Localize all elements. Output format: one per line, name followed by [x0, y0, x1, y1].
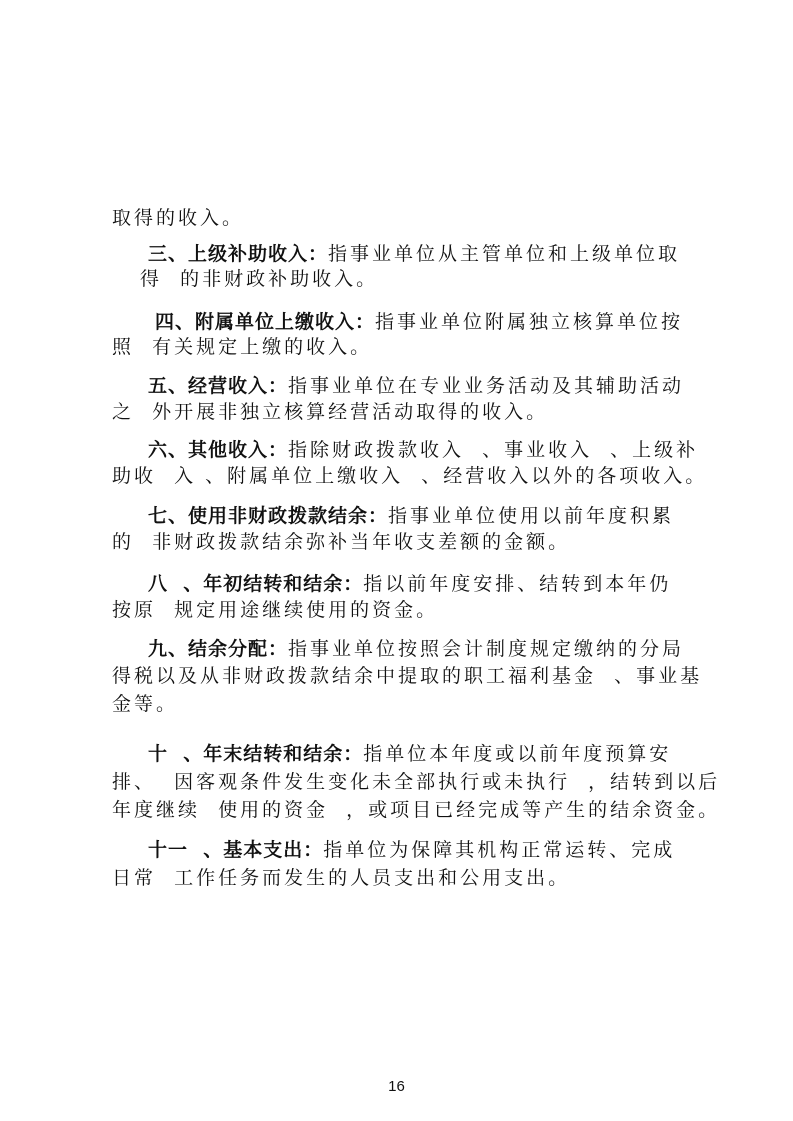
definition-text: 按原 规定用途继续使用的资金。 — [112, 599, 439, 621]
text-line — [112, 770, 720, 794]
term-heading: 三、上级补助收入： — [148, 243, 329, 265]
definition-text: 金等。 — [112, 693, 179, 715]
definition-text: 指事业单位附属独立核算单位按 — [375, 311, 684, 333]
text-line — [148, 374, 684, 398]
text-line — [112, 335, 372, 359]
term-heading: 七、使用非财政拨款结余： — [148, 505, 389, 527]
text-line — [112, 798, 720, 822]
text-line — [148, 838, 675, 862]
term-heading: 十 、年末结转和结余： — [148, 743, 364, 765]
text-line — [155, 310, 683, 334]
page-number: 16 — [388, 1078, 405, 1095]
term-heading: 五、经营收入： — [148, 375, 289, 397]
definition-text: 之 外开展非独立核算经营活动取得的收入。 — [112, 401, 549, 423]
definition-text: 取得的收入。 — [112, 207, 245, 229]
text-line — [148, 637, 684, 661]
text-line — [112, 664, 702, 688]
definition-text: 照 有关规定上缴的收入。 — [112, 336, 373, 358]
definition-text: 指除财政拨款收入 、事业收入 、上级补 — [288, 439, 699, 461]
text-line — [112, 692, 178, 716]
definition-text: 排、 因客观条件发生变化未全部执行或未执行 ，结转到以后 — [112, 771, 721, 793]
definition-text: 得税以及从非财政拨款结余中提取的职工福利基金 、事业基 — [112, 665, 703, 687]
text-line — [140, 267, 378, 291]
definition-text: 指事业单位在专业业务活动及其辅助活动 — [288, 375, 685, 397]
text-line — [112, 598, 438, 622]
definition-text: 指事业单位按照会计制度规定缴纳的分局 — [288, 638, 685, 660]
text-line — [112, 530, 570, 554]
text-line — [112, 206, 244, 230]
text-line — [148, 572, 671, 596]
definition-text: 指单位为保障其机构正常运转、完成 — [323, 839, 676, 861]
definition-text: 日常 工作任务而发生的人员支出和公用支出。 — [112, 867, 571, 889]
term-heading: 四、附属单位上缴收入： — [155, 311, 376, 333]
text-line — [112, 400, 548, 424]
definition-text: 指以前年度安排、结转到本年仍 — [363, 573, 672, 595]
text-line — [112, 866, 570, 890]
term-heading: 六、其他收入： — [148, 439, 289, 461]
definition-text: 助收 入 、附属单位上缴收入 、经营收入以外的各项收入。 — [112, 465, 708, 487]
text-line — [148, 242, 680, 266]
term-heading: 九、结余分配： — [148, 638, 289, 660]
definition-text: 年度继续 使用的资金 ，或项目已经完成等产生的结余资金。 — [112, 799, 721, 821]
term-heading: 八 、年初结转和结余： — [148, 573, 364, 595]
term-heading: 十一 、基本支出： — [148, 839, 324, 861]
text-line — [112, 464, 707, 488]
definition-text: 得 的非财政补助收入。 — [140, 268, 379, 290]
definition-text: 指事业单位从主管单位和上级单位取 — [328, 243, 681, 265]
text-line — [148, 504, 674, 528]
text-line — [148, 438, 698, 462]
definition-text: 指事业单位使用以前年度积累 — [388, 505, 675, 527]
definition-text: 的 非财政拨款结余弥补当年收支差额的金额。 — [112, 531, 571, 553]
definition-text: 指单位本年度或以前年度预算安 — [363, 743, 672, 765]
text-line — [148, 742, 671, 766]
